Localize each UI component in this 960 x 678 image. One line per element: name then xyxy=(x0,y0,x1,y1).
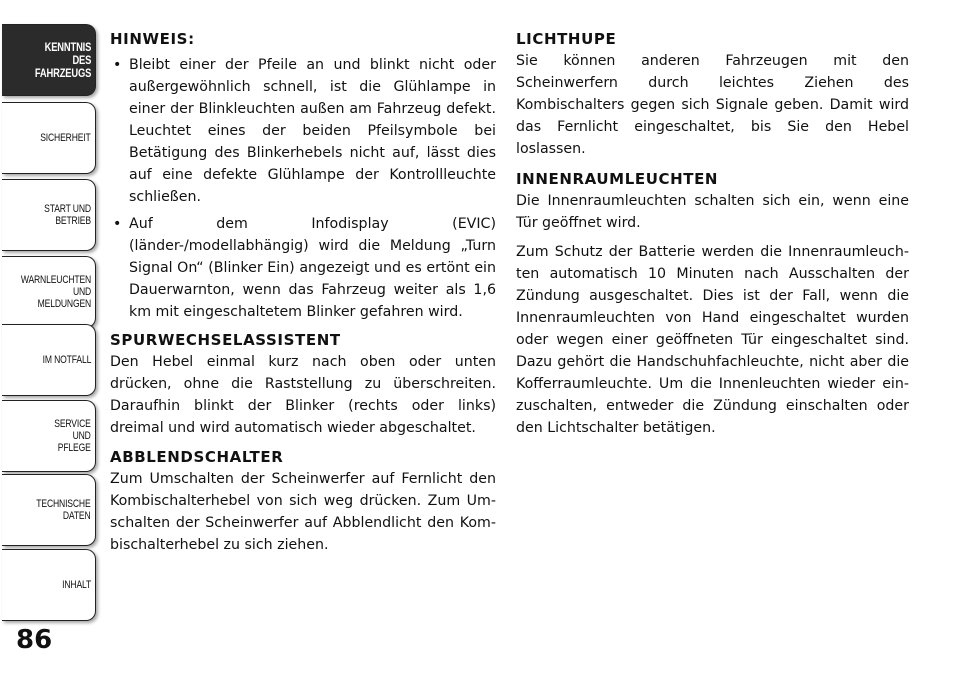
tab-im-notfall[interactable] xyxy=(2,324,96,396)
tab-label: TECHNISCHE DATEN xyxy=(36,498,91,522)
innenraum-heading: INNENRAUMLEUCHTEN xyxy=(516,170,719,188)
innenraum-text-2: Zum Schutz der Batterie werden die Innenraumleuchten automatisch 10 Minuten nach Ausschalten der Zündung ausgeschaltet. Dies ist der Fall, wenn die Innenraumleuchten von Hand eingeschaltet wurden oder wegen einer geöffneten Tür eingeschaltet sind. Dazu gehört die Handschuhfachleuchte, nicht aber die Kofferraumleuchte. Um die Innenleuchten wieder einzuschalten, entweder die Zündung einschalten oder den Lichtschalter betätigen. xyxy=(516,244,909,436)
abblend-heading: ABBLENDSCHALTER xyxy=(110,448,284,466)
tab-service-und-pflege[interactable] xyxy=(2,400,96,472)
lichthupe-heading: LICHTHUPE xyxy=(516,30,617,48)
tab-label: WARNLEUCHTEN UND MELDUNGEN xyxy=(20,274,91,310)
tab-start-und-betrieb[interactable] xyxy=(2,179,96,251)
hinweis-heading: HINWEIS: xyxy=(110,30,195,48)
page-number: 86 xyxy=(16,625,53,655)
lichthupe-text: Sie können anderen Fahrzeugen mit den Scheinwerfern durch leichtes Ziehen des Kombischalters gegen sich Signale geben. Damit wird das Fernlicht eingeschaltet, bis Sie den Hebel loslassen. xyxy=(516,53,909,157)
tab-warnleuchten-und-meldungen[interactable] xyxy=(2,256,96,328)
tab-sicherheit[interactable] xyxy=(2,102,96,174)
right-column xyxy=(516,28,909,446)
tab-kenntnis-des-fahrzeugs[interactable] xyxy=(2,24,96,96)
list-item: • Bleibt einer der Pfeile an und blinkt nicht oder außergewöhnlich schnell, ist die Glühlampe in einer der Blinkleuchten außen am Fahrzeug defekt. Leuchtet eines der beiden Pfeilsymbole bei Betätigung des Blinkerhebels nicht auf, lässt dies auf eine defekte Glühlampe der Kontrollleuchte schließen. xyxy=(110,54,496,208)
tab-label: KENNTNIS DES FAHRZEUGS xyxy=(34,39,91,80)
tab-label: SERVICE UND PFLEGE xyxy=(54,418,91,454)
innenraum-text-1: Die Innenraumleuchten schalten sich ein, wenn eine Tür geöffnet wird. xyxy=(516,193,909,231)
spurwechsel-text: Den Hebel einmal kurz nach oben oder unten drücken, ohne die Raststellung zu überschreiten. Daraufhin blinkt der Blinker (rechts oder links) dreimal und wird automatisch wieder abgeschaltet. xyxy=(110,354,496,436)
tab-technische-daten[interactable] xyxy=(2,474,96,546)
left-column xyxy=(110,28,496,563)
tab-label: START UND BETRIEB xyxy=(44,203,91,227)
list-item: • Auf dem Infodisplay (EVIC) (länder-/modellabhängig) wird die Meldung „Turn Signal On“ (Blinker Ein) angezeigt und es ertönt ein Dauerwarnton, wenn das Fahrzeug weiter als 1,6 km mit eingeschaltetem Blinker gefahren wird. xyxy=(110,213,496,323)
spurwechsel-heading: SPURWECHSELASSISTENT xyxy=(110,331,341,349)
hinweis-list xyxy=(110,54,496,323)
tab-label: IM NOTFALL xyxy=(42,354,91,366)
tab-inhalt[interactable] xyxy=(2,549,96,621)
tab-label: SICHERHEIT xyxy=(40,132,91,144)
abblend-text: Zum Umschalten der Scheinwerfer auf Fernlicht den Kombischalterhebel von sich weg drücken. Zum Umschalten der Scheinwerfer auf Abblendlicht den Kombischalterhebel zu sich ziehen. xyxy=(110,471,496,553)
tab-label: INHALT xyxy=(62,579,91,591)
